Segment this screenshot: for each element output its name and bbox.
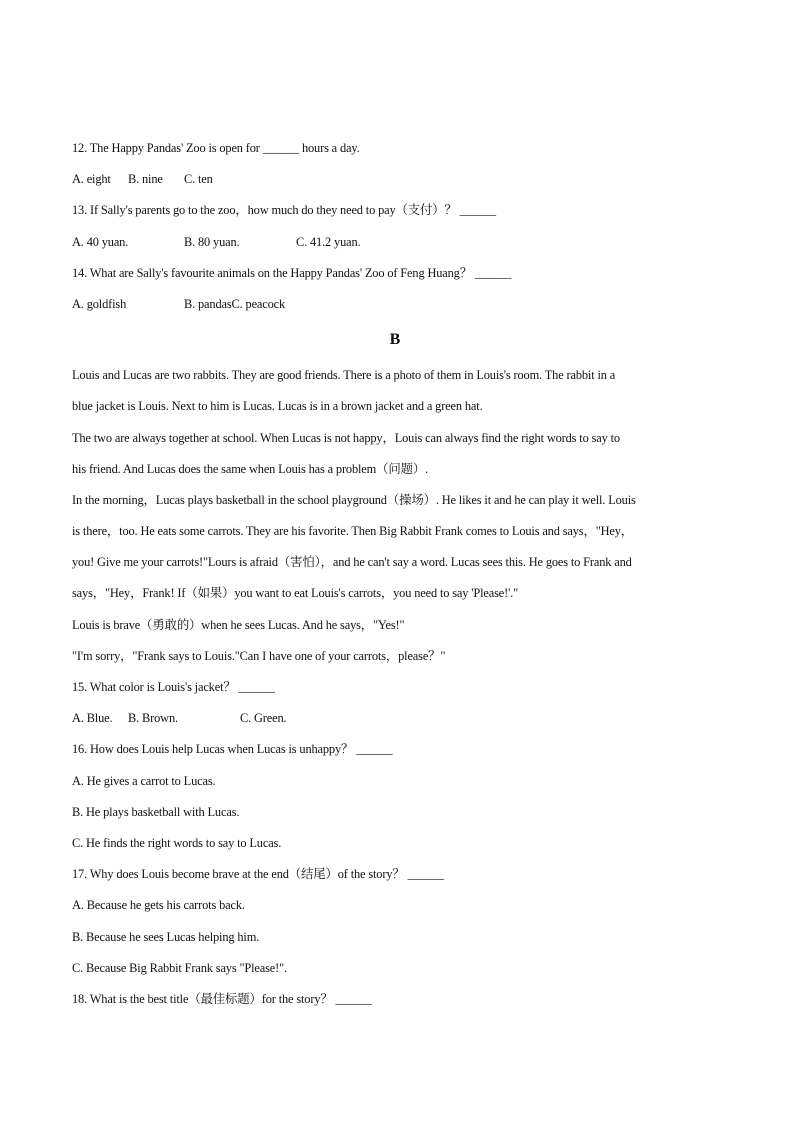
question-12-options — [72, 164, 722, 195]
question-12: 12. The Happy Pandas' Zoo is open for ______ hours a day. — [72, 141, 360, 155]
option-a: A. Blue. — [72, 711, 113, 726]
option-b: B. He plays basketball with Lucas. — [72, 804, 240, 819]
option-c: C. Green. — [240, 711, 287, 726]
passage-line: Louis and Lucas are two rabbits. They are good friends. There is a photo of them in Louis's room. The rabbit in a — [72, 368, 616, 383]
question-15-options — [72, 703, 722, 734]
option-b: B. pandas — [184, 296, 232, 311]
passage-line: says，"Hey，Frank! If（如果）you want to eat Louis's carrots，you need to say 'Please!'." — [72, 586, 519, 601]
option-c: C. Because Big Rabbit Frank says "Please!". — [72, 960, 287, 975]
passage-line: blue jacket is Louis. Next to him is Lucas. Lucas is in a brown jacket and a green hat. — [72, 399, 483, 414]
option-a: A. 40 yuan. — [72, 234, 129, 249]
question-18: 18. What is the best title（最佳标题）for the story？ ______ — [72, 991, 372, 1006]
option-a: A. eight — [72, 172, 111, 187]
option-b: B. Brown. — [128, 711, 178, 726]
question-13-options — [72, 227, 722, 258]
passage-line: his friend. And Lucas does the same when Louis has a problem（问题）. — [72, 461, 429, 476]
section-heading: B — [389, 331, 401, 349]
passage-line: In the morning，Lucas plays basketball in the school playground（操场）. He likes it and he can play it well. Louis — [72, 492, 636, 507]
worksheet-page — [72, 133, 722, 1015]
passage-line: "I'm sorry，"Frank says to Louis."Can I have one of your carrots，please？" — [72, 648, 446, 663]
question-14-options — [72, 289, 722, 320]
question-16: 16. How does Louis help Lucas when Lucas is unhappy？ ______ — [72, 742, 393, 757]
option-c: C. He finds the right words to say to Lucas. — [72, 835, 282, 850]
passage-line: you! Give me your carrots!"Lours is afraid（害怕），and he can't say a word. Lucas sees this. He goes to Frank and — [72, 555, 632, 570]
option-b: B. Because he sees Lucas helping him. — [72, 929, 260, 944]
passage-line: is there，too. He eats some carrots. They are his favorite. Then Big Rabbit Frank comes to Louis and says，"Hey， — [72, 524, 634, 539]
option-a: A. He gives a carrot to Lucas. — [72, 773, 216, 788]
option-a: A. goldfish — [72, 296, 127, 311]
question-13: 13. If Sally's parents go to the zoo，how much do they need to pay（支付）？ ______ — [72, 203, 496, 218]
option-c: C. ten — [184, 172, 213, 187]
passage-line: The two are always together at school. When Lucas is not happy，Louis can always find the right words to say to — [72, 430, 620, 445]
question-15: 15. What color is Louis's jacket？ ______ — [72, 680, 275, 694]
option-c: C. 41.2 yuan. — [296, 234, 361, 249]
option-a: A. Because he gets his carrots back. — [72, 898, 245, 913]
option-b: B. nine — [128, 172, 163, 187]
passage-line: Louis is brave（勇敢的）when he sees Lucas. And he says，"Yes!" — [72, 617, 405, 632]
option-b: B. 80 yuan. — [184, 234, 240, 249]
question-14: 14. What are Sally's favourite animals on the Happy Pandas' Zoo of Feng Huang？ ______ — [72, 265, 512, 280]
option-c: C. peacock — [231, 296, 286, 311]
question-17: 17. Why does Louis become brave at the end（结尾）of the story？ ______ — [72, 867, 444, 882]
